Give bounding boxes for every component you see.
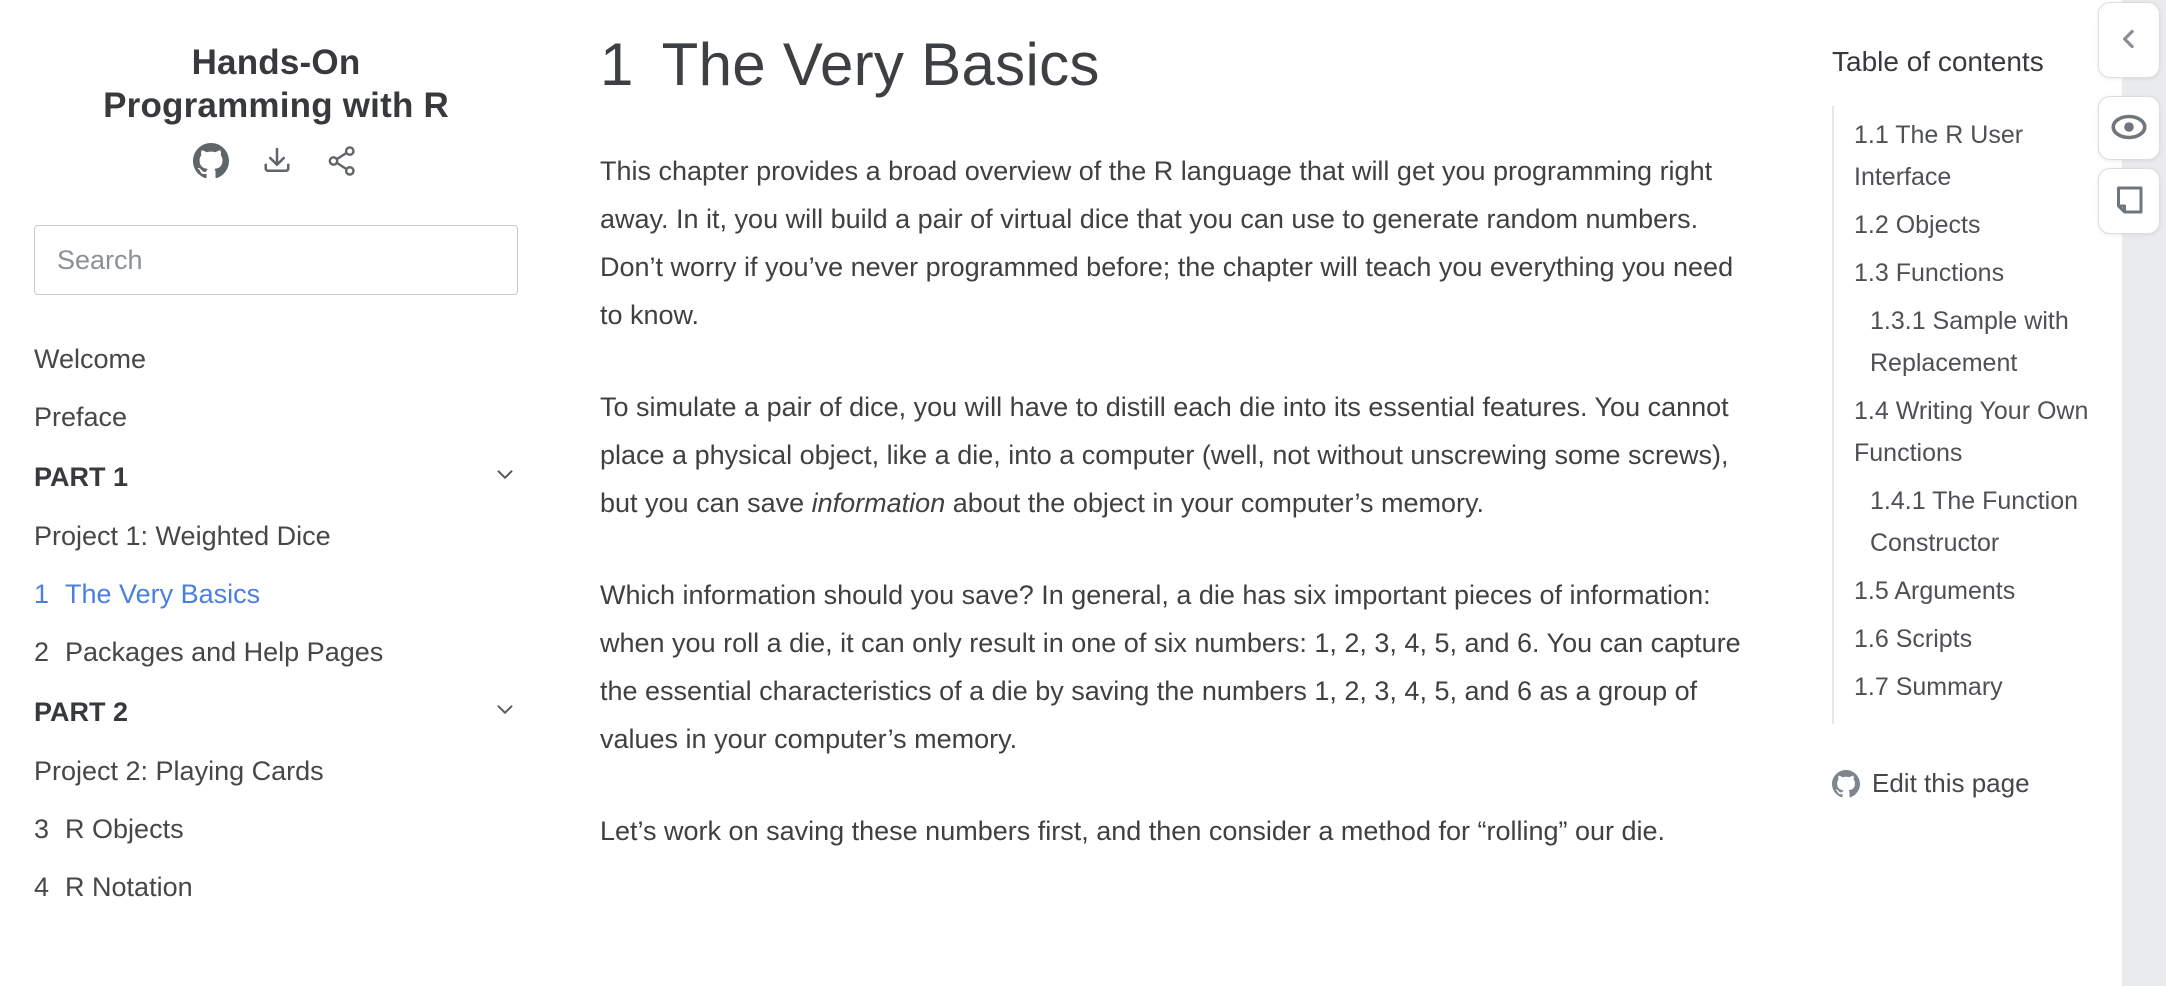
chevron-down-icon[interactable] <box>492 696 518 727</box>
toc-item-1-4-1[interactable]: 1.4.1 The Function Constructor <box>1870 487 2079 557</box>
table-of-contents <box>1832 46 2100 799</box>
search-input[interactable] <box>34 225 518 295</box>
share-icon[interactable] <box>325 144 359 178</box>
title-icon-row <box>34 143 518 179</box>
paragraph-4: Let’s work on saving these numbers first, and then consider a method for “rolling” our die. <box>600 816 1666 846</box>
sidebar-item-chapter2[interactable]: 2 Packages and Help Pages <box>34 637 384 668</box>
page-title <box>600 30 1750 99</box>
sidebar-item-welcome[interactable]: Welcome <box>34 344 147 375</box>
sidebar-item-project1[interactable]: Project 1: Weighted Dice <box>34 521 331 552</box>
main-content <box>600 30 1750 899</box>
github-icon[interactable] <box>193 143 229 179</box>
paragraph-1: This chapter provides a broad overview of the R language that will get you programming right away. In it, you will build a pair of virtual dice that you can use to generate random numbers. Don’t worry if you’ve never programmed before; the chapter will teach you everything you need to know. <box>600 156 1734 330</box>
toc-list <box>1832 106 2100 724</box>
edit-this-page-link[interactable]: Edit this page <box>1832 768 2100 799</box>
notes-button[interactable] <box>2098 168 2160 234</box>
toc-item-1-3-1[interactable]: 1.3.1 Sample with Replacement <box>1870 307 2069 377</box>
sidebar-section-part2[interactable]: PART 2 <box>34 696 518 727</box>
chevron-down-icon[interactable] <box>492 461 518 492</box>
toc-item-1-1[interactable]: 1.1 The R User Interface <box>1854 121 2024 191</box>
reader-view-button[interactable] <box>2098 96 2160 160</box>
toc-title: Table of contents <box>1832 46 2044 77</box>
toc-item-1-2[interactable]: 1.2 Objects <box>1854 211 1981 239</box>
toc-item-1-7[interactable]: 1.7 Summary <box>1854 673 2003 701</box>
eye-icon <box>2108 110 2150 147</box>
toc-item-1-3[interactable]: 1.3 Functions <box>1854 259 2005 287</box>
chapter-title: The Very Basics <box>661 31 1100 98</box>
collapse-panel-button[interactable] <box>2098 2 2160 78</box>
book-title[interactable] <box>34 42 518 127</box>
sidebar <box>34 42 518 931</box>
toc-item-1-4[interactable]: 1.4 Writing Your Own Functions <box>1854 397 2089 467</box>
chevron-left-icon <box>2114 24 2144 57</box>
note-icon <box>2111 182 2147 221</box>
sidebar-item-chapter4[interactable]: 4 R Notation <box>34 872 193 903</box>
sidebar-item-preface[interactable]: Preface <box>34 402 128 433</box>
book-title-line2: Programming with R <box>103 85 449 125</box>
toc-item-1-5[interactable]: 1.5 Arguments <box>1854 577 2016 605</box>
toc-item-1-6[interactable]: 1.6 Scripts <box>1854 625 1973 653</box>
sidebar-item-project2[interactable]: Project 2: Playing Cards <box>34 756 324 787</box>
sidebar-section-part1[interactable]: PART 1 <box>34 461 518 492</box>
paragraph-2: To simulate a pair of dice, you will have to distill each die into its essential features. You cannot place a physical object, like a die, into a computer (well, not without unscrewing some screws), but you can save information about the object in your computer’s memory. <box>600 392 1729 518</box>
sidebar-nav <box>34 345 518 901</box>
paragraph-3: Which information should you save? In general, a die has six important pieces of information: when you roll a die, it can only result in one of six numbers: 1, 2, 3, 4, 5, and 6. You can capture the essential characteristics of a die by saving the numbers 1, 2, 3, 4, 5, and 6 as a group of values in your computer’s memory. <box>600 580 1741 754</box>
github-icon <box>1832 770 1860 798</box>
sidebar-item-chapter1-active[interactable]: 1 The Very Basics <box>34 579 261 610</box>
sidebar-item-chapter3[interactable]: 3 R Objects <box>34 814 184 845</box>
book-title-line1: Hands-On <box>191 43 361 82</box>
search-box <box>34 225 518 295</box>
download-icon[interactable] <box>259 143 295 179</box>
chapter-number: 1 <box>600 31 634 98</box>
